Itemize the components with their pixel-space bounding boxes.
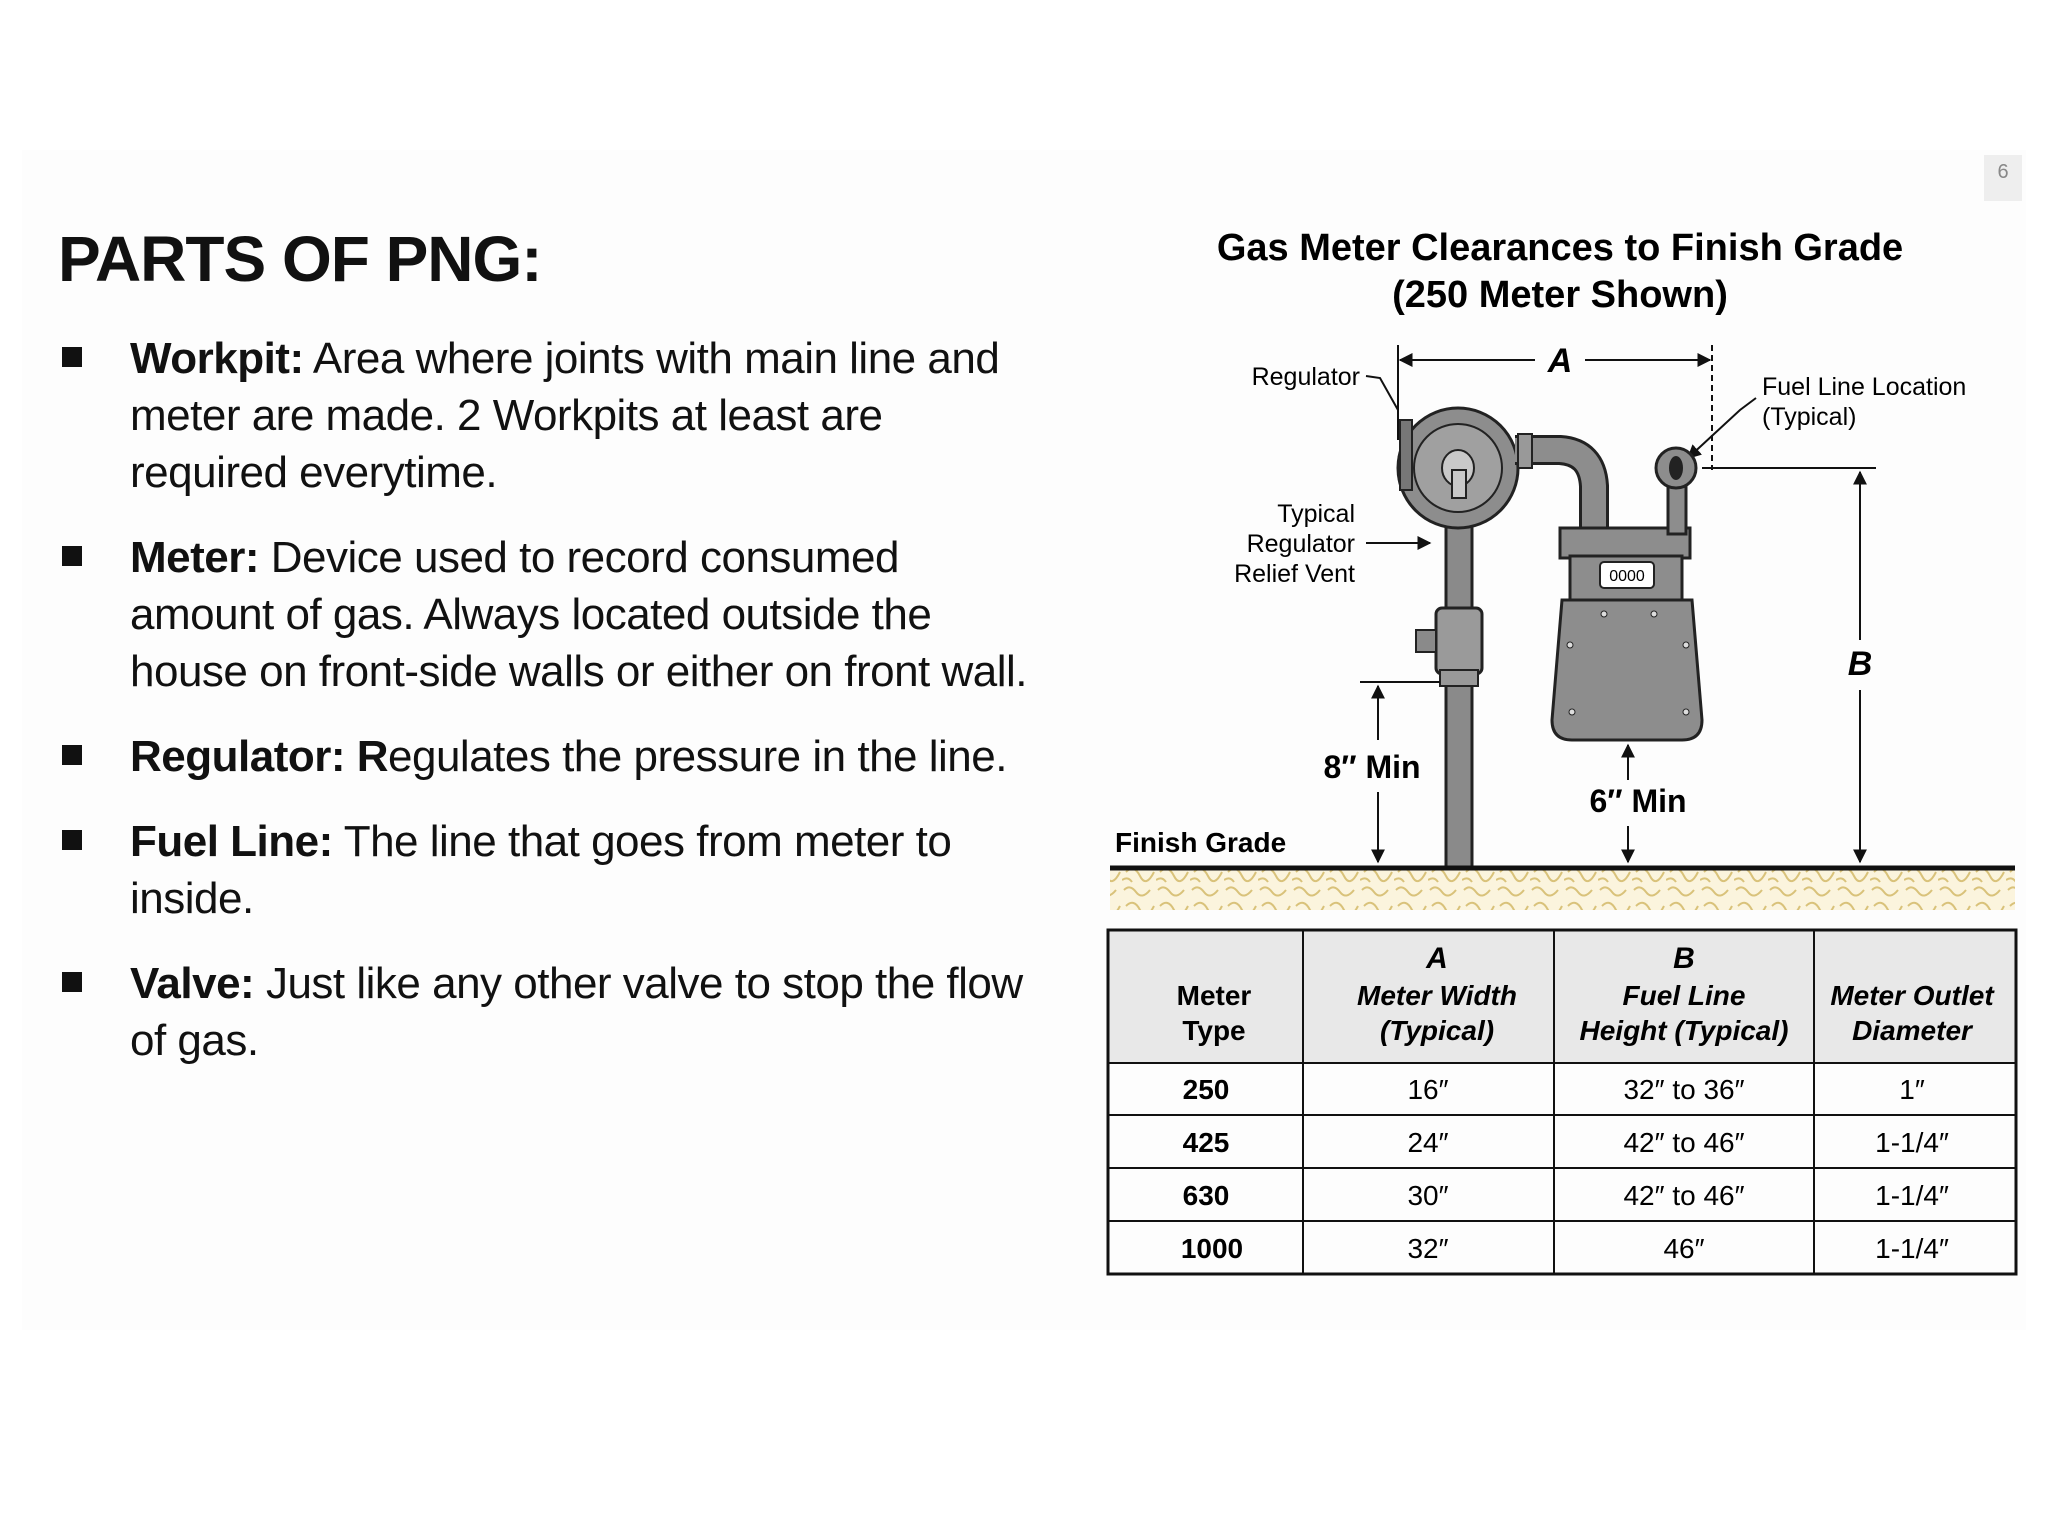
square-bullet-icon bbox=[62, 546, 82, 566]
regulator-label: Regulator bbox=[1251, 363, 1360, 391]
min-6-label: 6″ Min bbox=[1589, 783, 1687, 819]
valve-handle bbox=[1416, 630, 1436, 652]
meter-rivet bbox=[1601, 611, 1607, 617]
bullet-text: The line that goes from meter to inside. bbox=[130, 817, 952, 923]
bullet-valve bbox=[58, 955, 1048, 1069]
bullet-term: Regulator: R bbox=[130, 732, 388, 781]
min-8-label: 8″ Min bbox=[1323, 749, 1421, 785]
table-cell: 24″ bbox=[1407, 1127, 1449, 1158]
table-cell: 425 bbox=[1182, 1127, 1230, 1158]
dimensions-table bbox=[1108, 930, 2016, 1274]
table-header-fuel-line: Fuel Line bbox=[1622, 980, 1746, 1011]
valve bbox=[1436, 608, 1482, 674]
table-cell: 32″ bbox=[1407, 1233, 1449, 1264]
meter-dial-digits: 0000 bbox=[1609, 568, 1645, 585]
supply-pipe bbox=[1446, 520, 1472, 868]
regulator-flange bbox=[1400, 420, 1412, 490]
meter-rivet bbox=[1569, 709, 1575, 715]
table-cell: 32″ to 36″ bbox=[1623, 1074, 1745, 1105]
meter-rivet bbox=[1683, 642, 1689, 648]
figure-subtitle: (250 Meter Shown) bbox=[1392, 274, 1728, 316]
meter-rivet bbox=[1683, 709, 1689, 715]
meter-rivet bbox=[1651, 611, 1657, 617]
slide-title: PARTS OF PNG: bbox=[58, 223, 542, 295]
table-cell: 250 bbox=[1182, 1074, 1230, 1105]
bullet-term: Fuel Line: bbox=[130, 817, 333, 866]
bullet-text: Area where joints with main line and meter are made. 2 Workpits at least are required everytime. bbox=[130, 334, 1000, 497]
square-bullet-icon bbox=[62, 830, 82, 850]
bullet-text: egulates the pressure in the line. bbox=[388, 732, 1007, 781]
table-header-b-letter: B bbox=[1673, 942, 1695, 975]
table-cell: 1000 bbox=[1180, 1233, 1244, 1264]
finish-grade-label: Finish Grade bbox=[1115, 827, 1287, 858]
table-header-meter-width-typical: (Typical) bbox=[1379, 1015, 1495, 1046]
table-cell: 16″ bbox=[1407, 1074, 1449, 1105]
bullet-meter bbox=[58, 529, 1048, 700]
table-header-meter-width: Meter Width bbox=[1357, 980, 1517, 1011]
table-cell: 46″ bbox=[1663, 1233, 1705, 1264]
figure-title: Gas Meter Clearances to Finish Grade bbox=[1216, 227, 1904, 269]
table-cell: 630 bbox=[1182, 1180, 1230, 1211]
bullet-term: Workpit: bbox=[130, 334, 304, 383]
relief-vent-label-1: Typical bbox=[1277, 500, 1355, 528]
soil-strip bbox=[1110, 868, 2015, 910]
table-cell: 1-1/4″ bbox=[1875, 1180, 1949, 1211]
bullet-list bbox=[58, 330, 1048, 1097]
bullet-workpit bbox=[58, 330, 1048, 501]
table-header-fuel-line-height: Height (Typical) bbox=[1579, 1015, 1789, 1046]
fuel-line-outlet-opening bbox=[1669, 456, 1683, 480]
table-header-a-letter: A bbox=[1426, 942, 1448, 975]
table-cell: 1-1/4″ bbox=[1875, 1127, 1949, 1158]
dim-a-label: A bbox=[1547, 342, 1573, 380]
square-bullet-icon bbox=[62, 972, 82, 992]
square-bullet-icon bbox=[62, 745, 82, 765]
table-header-diameter: Diameter bbox=[1852, 1015, 1972, 1046]
regulator-leader-line bbox=[1366, 376, 1398, 410]
table-cell: 30″ bbox=[1407, 1180, 1449, 1211]
meter-rivet bbox=[1567, 642, 1573, 648]
regulator-stem bbox=[1452, 470, 1466, 498]
fuel-line-location-sublabel: (Typical) bbox=[1762, 403, 1857, 431]
meter-body bbox=[1552, 600, 1702, 740]
valve-union bbox=[1440, 670, 1478, 686]
bullet-term: Valve: bbox=[130, 959, 255, 1008]
table-header-outlet: Meter Outlet bbox=[1830, 980, 1994, 1011]
table-cell: 1″ bbox=[1899, 1074, 1925, 1105]
square-bullet-icon bbox=[62, 347, 82, 367]
bullet-fuel-line bbox=[58, 813, 1048, 927]
bullet-regulator bbox=[58, 728, 1048, 785]
table-cell: 1-1/4″ bbox=[1875, 1233, 1949, 1264]
relief-vent-label-2: Regulator bbox=[1246, 530, 1355, 558]
page-number: 6 bbox=[1984, 155, 2022, 201]
bullet-term: Meter: bbox=[130, 533, 260, 582]
relief-vent-label-3: Relief Vent bbox=[1234, 560, 1355, 588]
bullet-text: Device used to record consumed amount of gas. Always located outside the house on front-side walls or either on front wall. bbox=[130, 533, 1028, 696]
table-cell: 42″ to 46″ bbox=[1623, 1180, 1745, 1211]
dim-b-label: B bbox=[1847, 645, 1873, 683]
fuel-line-location-label: Fuel Line Location bbox=[1762, 373, 1967, 401]
table-header-meter-type-1: Meter bbox=[1176, 980, 1252, 1011]
bullet-text: Just like any other valve to stop the flow of gas. bbox=[130, 959, 1023, 1065]
elbow-fitting bbox=[1518, 434, 1532, 468]
gas-meter-figure bbox=[1080, 205, 2020, 1345]
table-cell: 42″ to 46″ bbox=[1623, 1127, 1745, 1158]
table-header-meter-type-2: Type bbox=[1182, 1015, 1246, 1046]
fuel-line-leader-line bbox=[1688, 398, 1756, 458]
gas-meter-diagram bbox=[1080, 205, 2020, 1345]
